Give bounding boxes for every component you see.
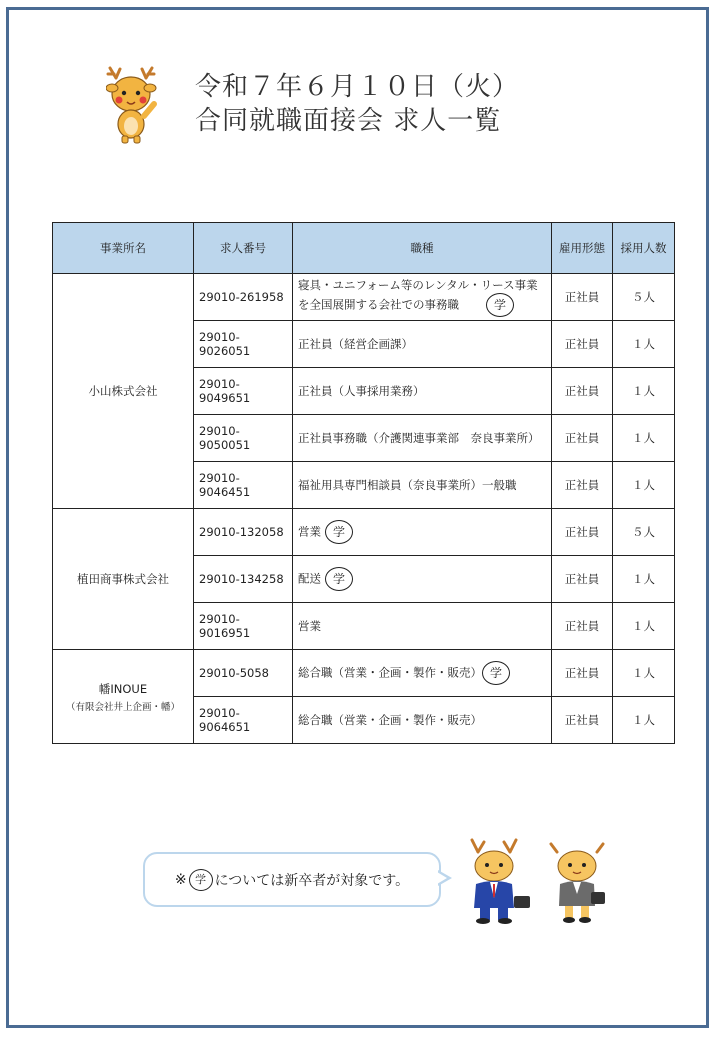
job-number: 29010-9049651 (194, 368, 293, 415)
occupation-text: を全国展開する会社での事務職 (298, 297, 459, 311)
hires-count: １人 (613, 697, 675, 744)
header-employment-type: 雇用形態 (552, 223, 613, 274)
student-badge: 学 (486, 293, 514, 317)
job-number: 29010-9050051 (194, 415, 293, 462)
occupation: 正社員事務職（介護関連事業部 奈良事業所） (293, 415, 552, 462)
hires-count: １人 (613, 462, 675, 509)
job-number: 29010-9026051 (194, 321, 293, 368)
occupation: 正社員（経営企画課） (293, 321, 552, 368)
header-hires: 採用人数 (613, 223, 675, 274)
job-number: 29010-9016951 (194, 603, 293, 650)
occupation (293, 509, 552, 556)
note-text: については新卒者が対象です。 (214, 872, 410, 889)
job-number: 29010-134258 (194, 556, 293, 603)
hires-count: ５人 (613, 274, 675, 321)
table-header-row (53, 223, 675, 274)
occupation (293, 556, 552, 603)
page-title (195, 70, 519, 138)
hires-count: １人 (613, 415, 675, 462)
company-name-sub: （有限会社井上企画・幡） (65, 701, 180, 713)
hires-count: ５人 (613, 509, 675, 556)
header-company: 事業所名 (53, 223, 194, 274)
event-title: 合同就職面接会 求人一覧 (195, 106, 502, 136)
job-listing-table (52, 222, 675, 744)
employment-type: 正社員 (552, 697, 613, 744)
occupation: 正社員（人事採用業務） (293, 368, 552, 415)
employment-type: 正社員 (552, 415, 613, 462)
occupation (293, 274, 552, 321)
deer-mascot-icon (106, 66, 158, 144)
occupation: 福祉用具専門相談員（奈良事業所）一般職 (293, 462, 552, 509)
occupation-text: 総合職（営業・企画・製作・販売） (298, 665, 482, 680)
company-name (53, 650, 194, 744)
employment-type: 正社員 (552, 509, 613, 556)
occupation: 総合職（営業・企画・製作・販売） (293, 697, 552, 744)
note-prefix: ※ (174, 871, 187, 888)
hires-count: １人 (613, 368, 675, 415)
student-badge: 学 (325, 520, 353, 544)
employment-type: 正社員 (552, 556, 613, 603)
header-job-number: 求人番号 (194, 223, 293, 274)
job-number: 29010-132058 (194, 509, 293, 556)
occupation-line (298, 293, 546, 317)
job-number: 29010-9046451 (194, 462, 293, 509)
hires-count: １人 (613, 321, 675, 368)
student-badge: 学 (325, 567, 353, 591)
student-badge: 学 (482, 661, 510, 685)
job-number: 29010-5058 (194, 650, 293, 697)
header-occupation: 職種 (293, 223, 552, 274)
occupation-text: 配送 (298, 571, 321, 586)
company-name: 小山株式会社 (53, 274, 194, 509)
company-name: 植田商事株式会社 (53, 509, 194, 650)
occupation-text: 営業 (298, 524, 321, 539)
deer-mascot-suit-icon (462, 838, 534, 924)
event-date: 令和７年６月１０日（火） (195, 72, 520, 102)
company-name-main: 幡INOUE (98, 681, 148, 696)
table-row (53, 509, 675, 556)
occupation-line: 寝具・ユニフォーム等のレンタル・リース事業 (298, 277, 538, 292)
hires-count: １人 (613, 650, 675, 697)
employment-type: 正社員 (552, 321, 613, 368)
job-number: 29010-9064651 (194, 697, 293, 744)
hires-count: １人 (613, 603, 675, 650)
employment-type: 正社員 (552, 462, 613, 509)
deer-mascot-suit-grey-icon (545, 842, 609, 924)
employment-type: 正社員 (552, 650, 613, 697)
table-row (53, 274, 675, 321)
callout-tail-inner (437, 872, 447, 884)
employment-type: 正社員 (552, 274, 613, 321)
occupation (293, 650, 552, 697)
employment-type: 正社員 (552, 603, 613, 650)
occupation: 営業 (293, 603, 552, 650)
student-note-callout (143, 852, 441, 907)
hires-count: １人 (613, 556, 675, 603)
employment-type: 正社員 (552, 368, 613, 415)
job-number: 29010-261958 (194, 274, 293, 321)
table-row (53, 650, 675, 697)
student-badge: 学 (189, 869, 213, 891)
